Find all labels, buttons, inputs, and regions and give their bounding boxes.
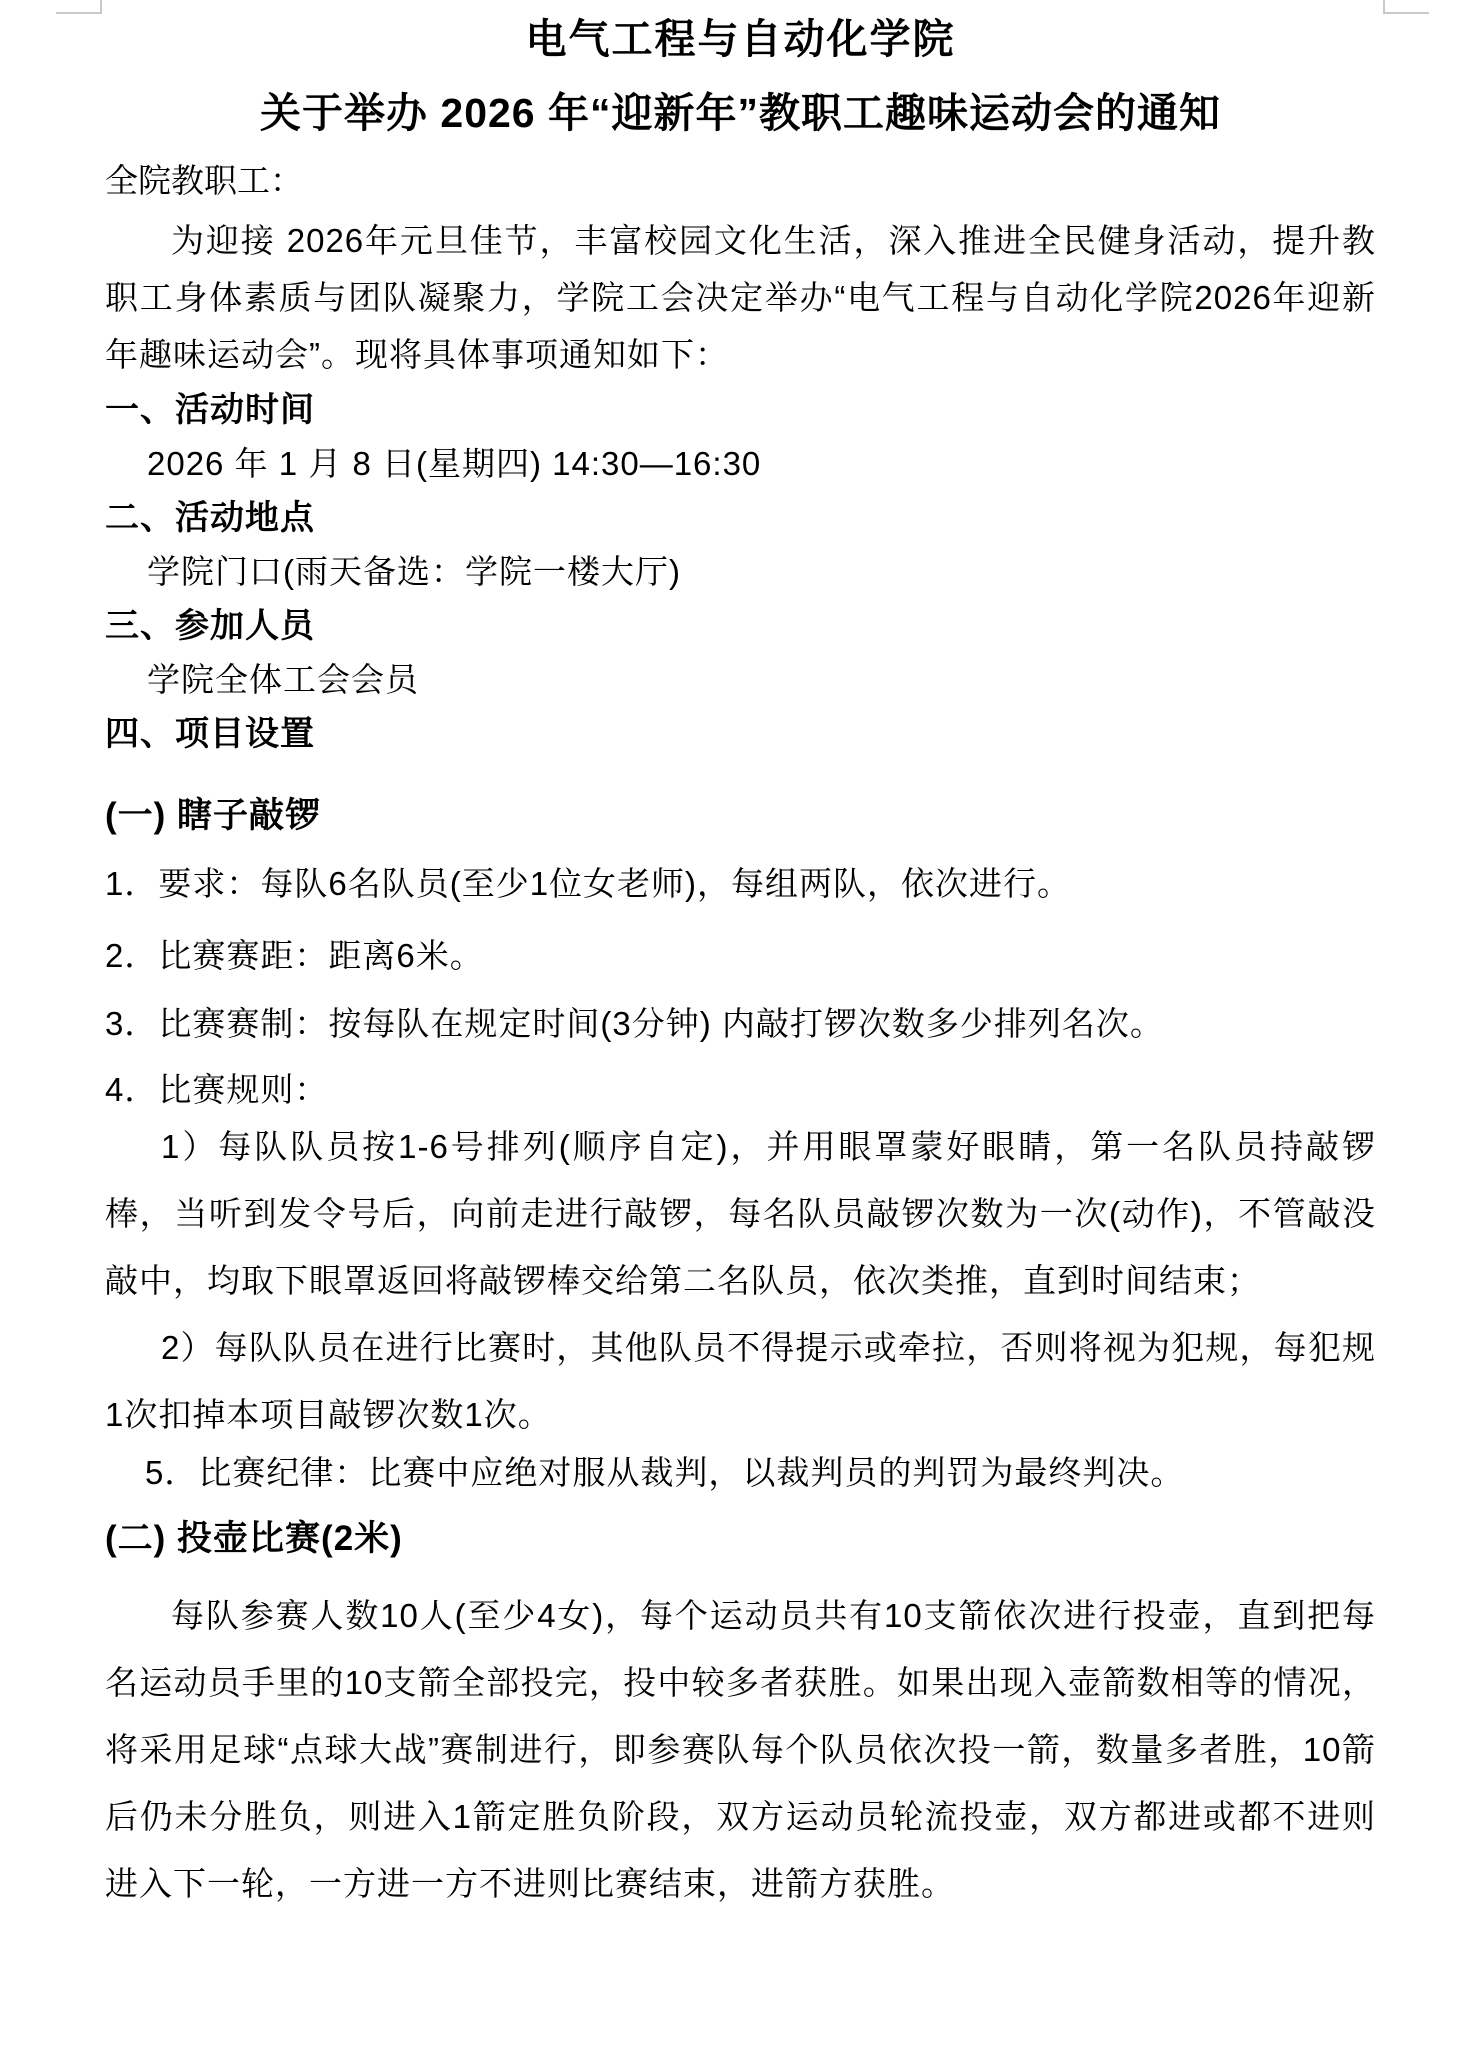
event2-body: 每队参赛人数10人(至少4女)，每个运动员共有10支箭依次进行投壶，直到把每名运动员手里的10支箭全部投完，投中较多者获胜。如果出现入壶箭数相等的情况，将采用足球“点球大战”赛制进行，即参赛队每个队员依次投一箭，数量多者胜，10箭后仍未分胜负，则进入1箭定胜负阶段，双方运动员轮流投壶，双方都进或都不进则进入下一轮，一方进一方不进则比赛结束，进箭方获胜。 (105, 1597, 1376, 1902)
section-heading-participants: 三、参加人员 (105, 607, 315, 645)
event1-item-format: 3．比赛赛制：按每队在规定时间(3分钟) 内敲打锣次数多少排列名次。 (105, 1005, 1164, 1042)
event1-item-rules-label: 4．比赛规则： (105, 1071, 329, 1108)
event1-item-requirement: 1．要求：每队6名队员(至少1位女老师)，每组两队，依次进行。 (105, 865, 1072, 902)
intro-paragraph: 为迎接 2026年元旦佳节，丰富校园文化生活，深入推进全民健身活动，提升教职工身体素质与团队凝聚力，学院工会决定举办“电气工程与自动化学院2026年迎新年趣味运动会”。现将具体事项通知如下： (105, 222, 1376, 373)
section-body-place: 学院门口(雨天备选：学院一楼大厅) (147, 553, 681, 590)
section-body-time: 2026 年 1 月 8 日(星期四) 14:30—16:30 (147, 445, 762, 482)
event1-item-distance: 2．比赛赛距：距离6米。 (105, 937, 484, 974)
salutation: 全院教职工： (105, 162, 303, 199)
event1-heading: (一) 瞎子敲锣 (105, 796, 322, 835)
section-time (105, 383, 1376, 491)
event2-heading: (二) 投壶比赛(2米) (105, 1519, 403, 1558)
margin-crop-mark-right (1383, 0, 1429, 14)
margin-crop-mark-left (56, 0, 102, 14)
section-heading-place: 二、活动地点 (105, 499, 315, 537)
section-participants (105, 599, 1376, 707)
doc-subtitle: 关于举办 2026 年“迎新年”教职工趣味运动会的通知 (260, 90, 1221, 136)
section-heading-time: 一、活动时间 (105, 391, 315, 429)
event1-rule-1: 1）每队队员按1-6号排列(顺序自定)，并用眼罩蒙好眼睛，第一名队员持敲锣棒，当听到发令号后，向前走进行敲锣，每名队员敲锣次数为一次(动作)，不管敲没敲中，均取下眼罩返回将敲锣棒交给第二名队员，依次类推，直到时间结束； (105, 1128, 1376, 1299)
section-body-participants: 学院全体工会会员 (147, 661, 419, 698)
section-heading-events: 四、项目设置 (105, 715, 315, 753)
doc-title: 电气工程与自动化学院 (525, 16, 956, 62)
event1-rule-2: 2）每队队员在进行比赛时，其他队员不得提示或牵拉，否则将视为犯规，每犯规1次扣掉本项目敲锣次数1次。 (105, 1329, 1376, 1433)
section-place (105, 491, 1376, 599)
event1-discipline: 5．比赛纪律：比赛中应绝对服从裁判，以裁判员的判罚为最终判决。 (145, 1454, 1185, 1491)
section-events (105, 707, 1376, 761)
